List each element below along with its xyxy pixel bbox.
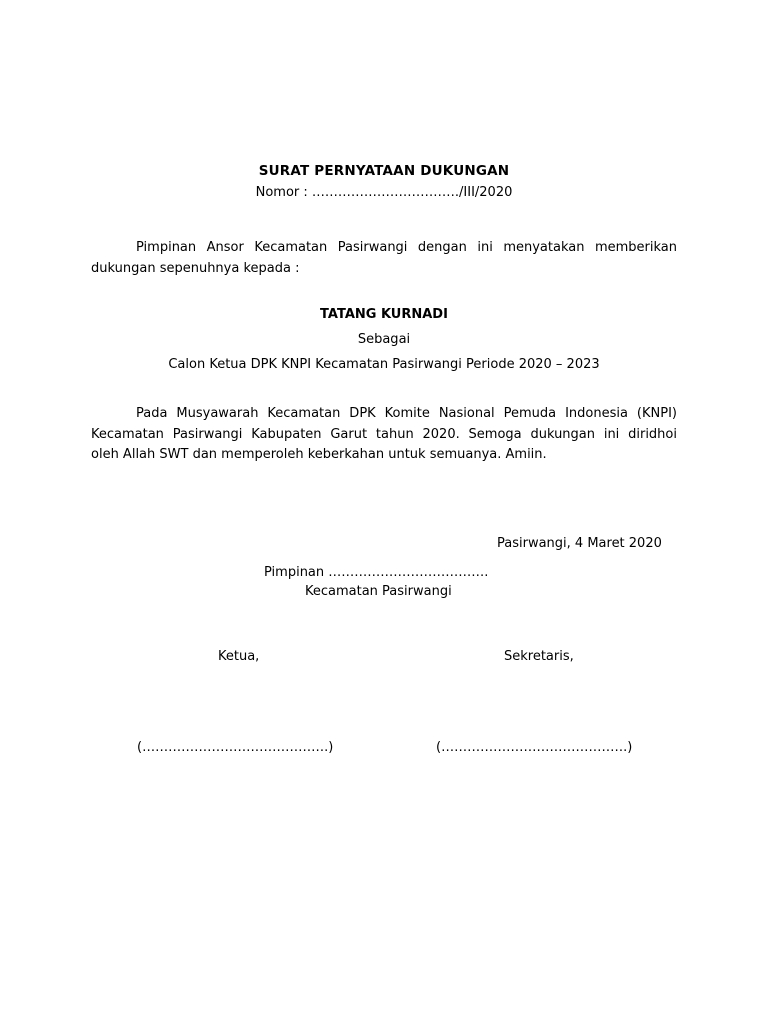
secretary-label: Sekretaris, — [504, 649, 574, 664]
organization-line-2: Kecamatan Pasirwangi — [305, 584, 452, 599]
opening-paragraph — [91, 238, 677, 279]
body-line-2: Kecamatan Pasirwangi Kabupaten Garut tahun 2020. Semoga dukungan ini diridhoi — [91, 426, 677, 442]
opening-line-1: Pimpinan Ansor Kecamatan Pasirwangi dengan ini menyatakan memberikan — [136, 240, 677, 255]
body-line-1: Pada Musyawarah Kecamatan DPK Komite Nasional Pemuda Indonesia (KNPI) — [136, 406, 677, 421]
body-paragraph — [91, 404, 677, 466]
candidate-position: Calon Ketua DPK KNPI Kecamatan Pasirwangi Periode 2020 – 2023 — [168, 357, 600, 372]
place-date: Pasirwangi, 4 Maret 2020 — [497, 536, 662, 551]
organization-line-1: Pimpinan ………………………………. — [264, 565, 489, 580]
secretary-signature-line: (…………………………………….) — [436, 740, 633, 755]
letter-title: SURAT PERNYATAAN DUKUNGAN — [258, 163, 510, 179]
candidate-name: TATANG KURNADI — [320, 307, 448, 322]
opening-line-2: dukungan sepenuhnya kepada : — [91, 260, 300, 276]
chair-label: Ketua, — [218, 649, 260, 664]
body-line-3: oleh Allah SWT dan memperoleh keberkahan untuk semuanya. Amiin. — [91, 447, 547, 462]
letter-number: Nomor : ……………………………./III/2020 — [255, 185, 513, 200]
chair-signature-line: (…………………………………….) — [137, 740, 334, 755]
as-label: Sebagai — [357, 332, 411, 347]
